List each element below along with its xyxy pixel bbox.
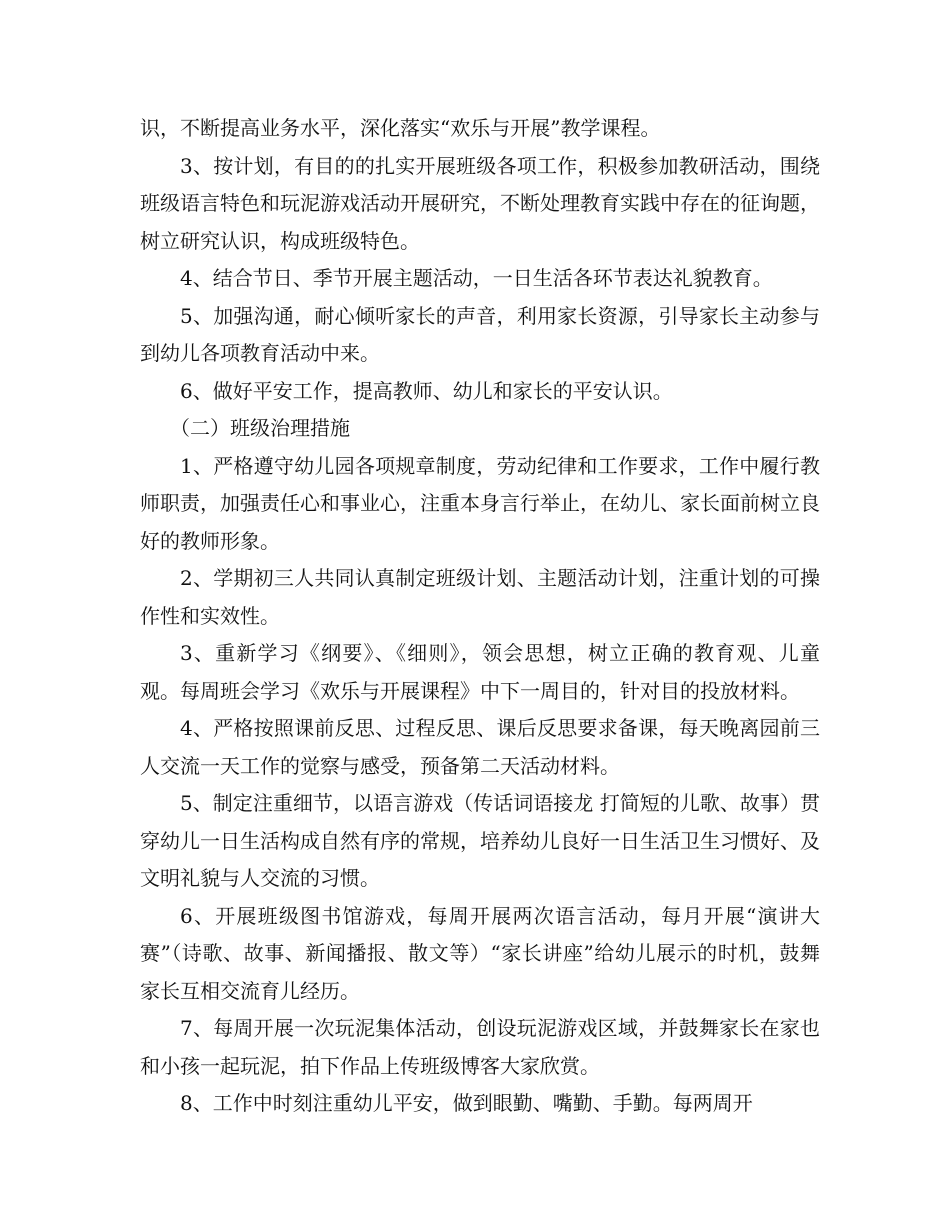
paragraph-item-5: 5、加强沟通，耐心倾听家长的声音，利用家长资源，引导家长主动参与到幼儿各项教育活动中来。: [140, 303, 820, 365]
measure-item-4: 4、严格按照课前反思、过程反思、课后反思要求备课，每天晚离园前三人交流一天工作的觉察与感受，预备第二天活动材料。: [140, 716, 820, 778]
measure-item-5: 5、制定注重细节，以语言游戏（传话词语接龙 打简短的儿歌、故事）贯穿幼儿一日生活构成自然有序的常规，培养幼儿良好一日生活卫生习惯好、及文明礼貌与人交流的习惯。: [140, 791, 820, 890]
document-body: [140, 110, 820, 1123]
measure-item-6: 6、开展班级图书馆游戏，每周开展两次语言活动，每月开展“演讲大赛”（诗歌、故事、新闻播报、散文等）“家长讲座”给幼儿展示的时机，鼓舞家长互相交流育儿经历。: [140, 903, 820, 1003]
section-heading: （二）班级治理措施: [170, 416, 350, 440]
paragraph-item-4: 4、结合节日、季节开展主题活动，一日生活各环节表达礼貌教育。: [180, 266, 773, 290]
measure-item-3: 3、重新学习《纲要》、《细则》，领会思想，树立正确的教育观、儿童观。每周班会学习《欢乐与开展课程》中下一周目的，针对目的投放材料。: [140, 641, 820, 703]
measure-item-2: 2、学期初三人共同认真制定班级计划、主题活动计划，注重计划的可操作性和实效性。: [140, 566, 820, 628]
paragraph-item-3: 3、按计划，有目的的扎实开展班级各项工作，积极参加教研活动，围绕班级语言特色和玩泥游戏活动开展研究，不断处理教育实践中存在的征询题，树立研究认识，构成班级特色。: [140, 153, 820, 253]
measure-item-8: 8、工作中时刻注重幼儿平安，做到眼勤、嘴勤、手勤。每两周开: [180, 1091, 753, 1115]
measure-item-7: 7、每周开展一次玩泥集体活动，创设玩泥游戏区域，并鼓舞家长在家也和小孩一起玩泥，拍下作品上传班级博客大家欣赏。: [140, 1016, 820, 1078]
measure-item-1: 1、严格遵守幼儿园各项规章制度，劳动纪律和工作要求，工作中履行教师职责，加强责任心和事业心，注重本身言行举止，在幼儿、家长面前树立良好的教师形象。: [140, 453, 820, 553]
paragraph-item-6: 6、做好平安工作，提高教师、幼儿和家长的平安认识。: [180, 378, 673, 403]
paragraph-continued-intro: 识，不断提高业务水平，深化落实“欢乐与开展”教学课程。: [140, 116, 661, 140]
